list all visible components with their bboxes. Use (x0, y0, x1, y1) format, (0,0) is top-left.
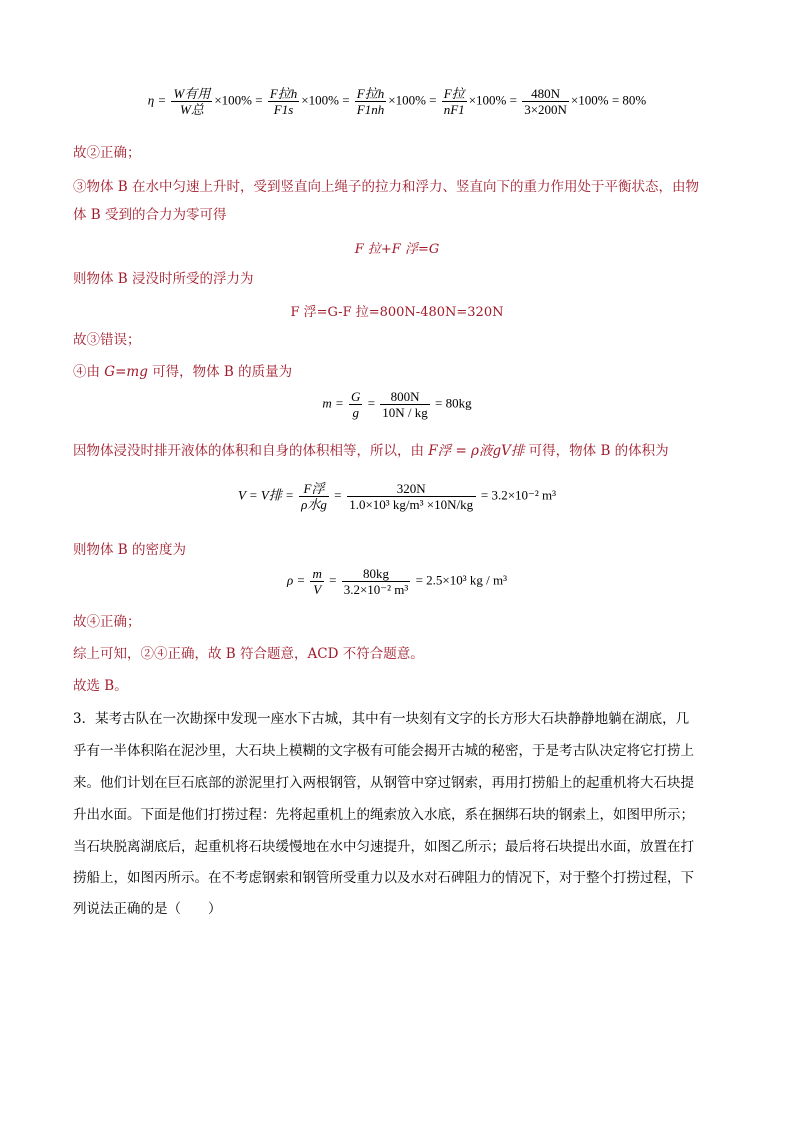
fraction-numerator: F浮 (299, 481, 329, 497)
text-segment: 因物体浸没时排开液体的体积和自身的体积相等，所以，由 (73, 443, 429, 459)
eq-text: ×100% = (388, 92, 437, 108)
text-line: 体 B 受到的合力为零可得 (73, 207, 227, 223)
fraction-denominator: 3×200N (524, 102, 567, 117)
fraction-numerator: F拉h (356, 86, 385, 101)
question-line: 来。他们计划在巨石底部的淤泥里打入两根钢管，从钢管中穿过钢索，再用打捞船上的起重机将大石块提 (73, 775, 694, 791)
text-line: 故④正确； (73, 614, 141, 630)
eq-lhs: V = V排 = (237, 487, 294, 503)
fraction-numerator: 800N (380, 389, 430, 405)
eq-text: = (334, 487, 342, 503)
question-line: 升出水面。下面是他们打捞过程：先将起重机上的绳索放入水底，系在捆绑石块的钢索上，如图甲所示； (73, 807, 694, 823)
fraction (347, 481, 476, 512)
fraction-denominator: 10N / kg (382, 405, 428, 420)
question-line: 捞船上，如图丙所示。在不考虑钢索和钢管所受重力以及水对石碑阻力的情况下，对于整个打捞过程，下 (73, 870, 694, 886)
eq-eta-lhs: η = (147, 92, 167, 108)
text-line: 故选 B。 (73, 678, 128, 694)
eq-text: ×100% = (214, 92, 263, 108)
eq-text: = (367, 395, 376, 411)
eq-text: ×100% = 80% (570, 92, 647, 108)
text-segment: ④由 (73, 364, 105, 380)
fraction (349, 389, 362, 420)
fraction (442, 86, 467, 117)
fraction-denominator: ρ水g (301, 497, 327, 512)
text-line (73, 441, 669, 461)
eq-text: = 2.5×10³ kg / m³ (415, 572, 508, 588)
text-line: 则物体 B 的密度为 (73, 542, 187, 558)
mass-equation (0, 389, 794, 420)
fraction-numerator: G (351, 389, 361, 404)
text-segment: 可得，物体 B 的体积为 (524, 443, 669, 459)
formula-inline: G=mg (104, 364, 148, 380)
equation-balance: F 拉+F 浮=G (354, 242, 440, 257)
text-line: 故②正确； (73, 145, 141, 161)
fraction-denominator: 3.2×10⁻² m³ (343, 582, 409, 597)
efficiency-equation (0, 86, 794, 117)
eq-text: ×100% = (301, 92, 350, 108)
fraction-numerator: 480N (522, 86, 569, 102)
text-line (73, 362, 292, 382)
density-equation (0, 566, 794, 597)
fraction-numerator: 320N (347, 481, 476, 497)
fraction-numerator: F拉h (269, 86, 298, 101)
eq-text: = (329, 572, 337, 588)
fraction-numerator: 80kg (342, 566, 411, 582)
text-line: 综上可知，②④正确，故 B 符合题意，ACD 不符合题意。 (73, 646, 424, 662)
fraction-denominator: 1.0×10³ kg/m³ ×10N/kg (349, 497, 474, 512)
fraction (380, 389, 430, 420)
fraction (355, 86, 386, 117)
fraction-numerator: F拉 (443, 86, 465, 101)
volume-equation (0, 481, 794, 512)
fraction-denominator: W总 (179, 102, 204, 117)
fraction-numerator: m (312, 566, 322, 581)
eq-text: = 80kg (435, 395, 472, 411)
fraction-denominator: V (313, 582, 322, 597)
eq-text: = 3.2×10⁻² m³ (480, 487, 557, 503)
fraction-denominator: g (352, 405, 359, 420)
fraction-numerator: W有用 (173, 86, 211, 101)
question-line: 乎有一半体积陷在泥沙里，大石块上模糊的文字极有可能会揭开古城的秘密，于是考古队决定将它打捞上 (73, 743, 694, 759)
fraction (522, 86, 569, 117)
text-line: ③物体 B 在水中匀速上升时，受到竖直向上绳子的拉力和浮力、竖直向下的重力作用处于平衡状态，由物 (73, 179, 700, 195)
fraction (268, 86, 299, 117)
text-line: 故③错误； (73, 332, 141, 348)
eq-text: ×100% = (468, 92, 517, 108)
text-segment: 可得，物体 B 的质量为 (147, 364, 293, 380)
question-line: 列说法正确的是（ ） (73, 901, 222, 917)
eq-lhs: ρ = (286, 572, 306, 588)
fraction (342, 566, 411, 597)
formula-inline: F浮 = ρ液gV排 (428, 443, 525, 459)
fraction-denominator: F1nh (356, 102, 385, 117)
eq-lhs: m = (322, 395, 344, 411)
equation-buoyancy: F 浮=G-F 拉=800N-480N=320N (290, 305, 504, 320)
fraction (299, 481, 329, 512)
fraction (171, 86, 212, 117)
fraction-denominator: F1s (273, 102, 294, 117)
text-line: 则物体 B 浸没时所受的浮力为 (73, 271, 254, 287)
question-line: 当石块脱离湖底后，起重机将石块缓慢地在水中匀速提升，如图乙所示；最后将石块提出水面，放置在打 (73, 839, 694, 855)
question-line: 3．某考古队在一次勘探中发现一座水下古城，其中有一块刻有文字的长方形大石块静静地躺在湖底，几 (73, 711, 690, 727)
fraction-denominator: nF1 (443, 102, 465, 117)
fraction (310, 566, 323, 597)
